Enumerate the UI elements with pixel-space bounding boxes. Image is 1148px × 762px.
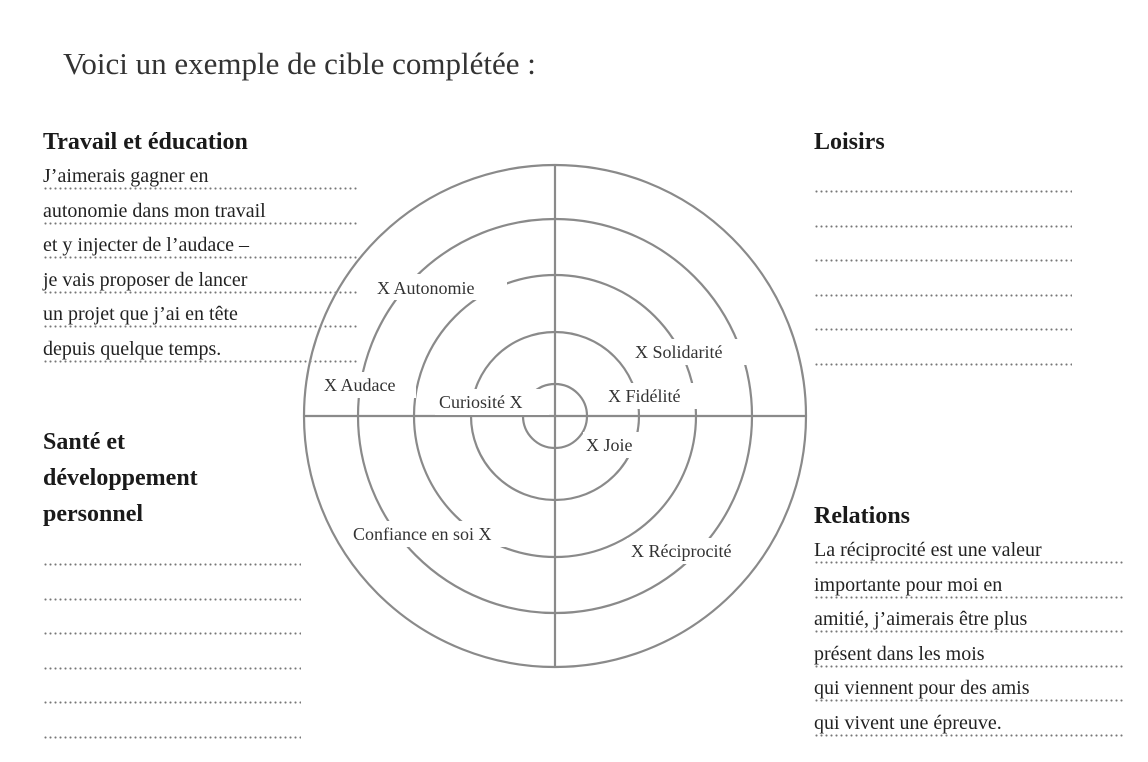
heading-sante-line: développement — [43, 465, 198, 491]
target-label-joie: X Joie — [586, 435, 633, 455]
text-line: je vais proposer de lancer — [43, 263, 358, 298]
target-label-solidarite: X Solidarité — [635, 342, 723, 362]
text-line: J’aimerais gagner en — [43, 159, 358, 194]
text-line: amitié, j’aimerais être plus — [814, 602, 1124, 637]
text-line: un projet que j’ai en tête — [43, 297, 358, 332]
heading-travail-line: Travail et éducation — [43, 129, 248, 155]
heading-relations-line: Relations — [814, 503, 910, 529]
text-line: qui viennent pour des amis — [814, 671, 1124, 706]
target-label-autonomie: X Autonomie — [377, 278, 475, 298]
heading-sante-line: Santé et — [43, 429, 125, 455]
text-line: qui vivent une épreuve. — [814, 706, 1124, 741]
heading-loisirs-line: Loisirs — [814, 129, 885, 155]
text-line: La réciprocité est une valeur — [814, 533, 1124, 568]
target-label-reciprocite: X Réciprocité — [631, 541, 732, 561]
page-title: Voici un exemple de cible complétée : — [63, 46, 536, 81]
text-line: importante pour moi en — [814, 568, 1124, 603]
target-label-fidelite: X Fidélité — [608, 386, 681, 406]
text-line: depuis quelque temps. — [43, 332, 358, 367]
heading-sante-line: personnel — [43, 501, 144, 527]
target-label-audace: X Audace — [324, 375, 396, 395]
text-line: et y injecter de l’audace – — [43, 228, 358, 263]
target-label-confiance: Confiance en soi X — [353, 524, 492, 544]
text-line: présent dans les mois — [814, 637, 1124, 672]
target-label-curiosite: Curiosité X — [439, 392, 523, 412]
text-line: autonomie dans mon travail — [43, 194, 358, 229]
